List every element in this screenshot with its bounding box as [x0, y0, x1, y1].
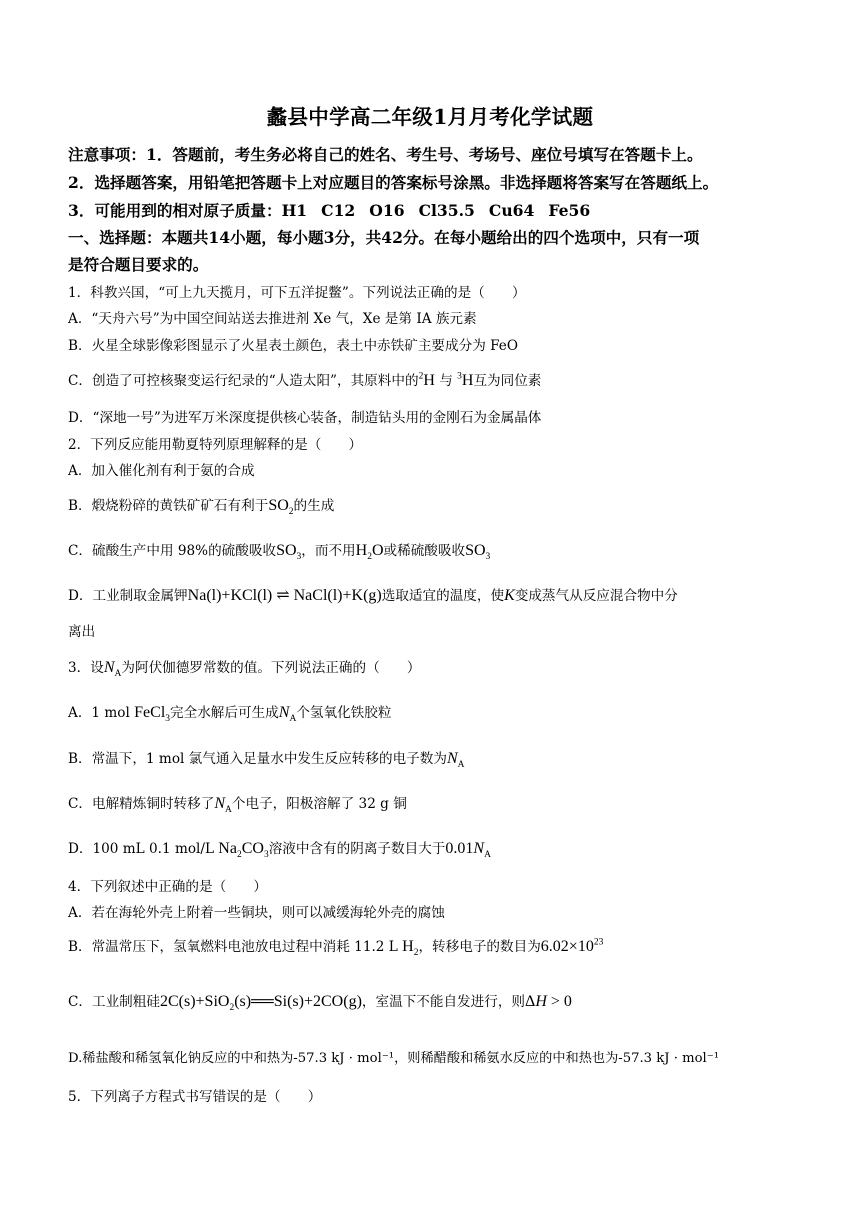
- avogadro-symbol: $N_A$: [214, 795, 232, 816]
- q2-stem: 2．下列反应能用勒夏特列原理解释的是（ ）: [68, 437, 363, 453]
- q4-option-d: D.稀盐酸和稀氢氧化钠反应的中和热为-57.3 kJ · mol⁻¹，则稀醋酸和稀氨水反应的中和热也为-57.3 kJ · mol⁻¹: [68, 1051, 720, 1066]
- symbol-k: K: [504, 587, 515, 604]
- notice-line-2: 2．选择题答案，用铅笔把答题卡上对应题目的答案标号涂黑。非选择题将答案写在答题纸上。: [68, 173, 719, 192]
- q1-stem: 1．科教兴国，“可上九天揽月，可下五洋捉鳖”。下列说法正确的是（ ）: [68, 285, 526, 301]
- q2-option-d-cont: 离出: [68, 624, 96, 640]
- atomic-mass-cu: Cu64: [488, 201, 535, 220]
- q1-option-b: B．火星全球影像彩图显示了火星表土颜色，表土中赤铁矿主要成分为 FeO: [68, 338, 518, 354]
- atomic-mass-cl: Cl35.5: [418, 201, 475, 220]
- atomic-mass-h: H1: [281, 201, 308, 220]
- formula-so3: $SO_3$: [276, 542, 302, 563]
- deuterium-symbol: $^2$H: [418, 371, 435, 389]
- avogadro-symbol: $N_A$: [446, 750, 465, 771]
- value-electrons: $6.02\times 10^{23}$: [540, 937, 604, 955]
- delta-h-condition: ΔH > 0: [525, 993, 572, 1010]
- formula-na2co3: $Na_2CO_3$: [218, 840, 269, 861]
- formula-fecl3: FeCl$_3$: [134, 704, 171, 725]
- q3-option-a: A．1 mol FeCl$_3$完全水解后可生成$N_A$个氢氧化铁胶粒: [68, 704, 392, 725]
- formula-h2o: $H_2O$: [355, 542, 384, 563]
- section-heading-1: 一、选择题：本题共14小题，每小题3分，共42分。在每小题给出的四个选项中，只有一项: [68, 228, 700, 247]
- q3-stem: 3．设$N_A$为阿伏伽德罗常数的值。下列说法正确的（ ）: [68, 659, 421, 680]
- tritium-symbol: $^3$H: [457, 371, 474, 389]
- q2-option-a: A．加入催化剂有利于氨的合成: [68, 463, 255, 479]
- section-heading-2: 是符合题目要求的。: [68, 255, 209, 274]
- formula-so3: $SO_3$: [465, 542, 491, 563]
- atomic-mass-c: C12: [321, 201, 356, 220]
- q5-stem: 5．下列离子方程式书写错误的是（ ）: [68, 1089, 322, 1105]
- q4-option-b: B．常温常压下，氢氧燃料电池放电过程中消耗 11.2 L $H_2$，转移电子的数目为$6.02\times 10^{23}$: [68, 937, 604, 959]
- q1-option-a: A．“天舟六号”为中国空间站送去推进剂 Xe 气，Xe 是第 IA 族元素: [68, 311, 477, 327]
- q2-option-c: C．硫酸生产中用 98%的硫酸吸收$SO_3$，而不用$H_2O$或稀硫酸吸收$SO_3$: [68, 542, 491, 563]
- atomic-mass-fe: Fe56: [548, 201, 591, 220]
- q2-option-d: D．工业制取金属钾Na(l)+KCl(l) ⇌ NaCl(l)+K(g)选取适宜的温度，使K变成蒸气从反应混合物中分: [68, 587, 678, 604]
- formula-h2: $H_2$: [402, 938, 419, 959]
- avogadro-symbol: $N_A$: [103, 659, 122, 680]
- page-title: 蠡县中学高二年级1月月考化学试题: [266, 105, 594, 129]
- value-0-01na: $0.01N_A$: [445, 840, 491, 861]
- notice-line-3: [68, 199, 590, 221]
- equation-silicon: 2C(s)+SiO$_2$(s)══Si(s)+2CO(g): [159, 993, 362, 1014]
- atomic-mass-o: O16: [369, 201, 405, 220]
- q3-option-b: B．常温下，1 mol 氯气通入足量水中发生反应转移的电子数为$N_A$: [68, 750, 465, 771]
- notice-line-3-prefix: 3．可能用到的相对原子质量：: [68, 201, 282, 220]
- q3-option-d: D．100 mL 0.1 mol/L $Na_2CO_3$溶液中含有的阴离子数目大于$0.01N_A$: [68, 840, 491, 861]
- q4-stem: 4．下列叙述中正确的是（ ）: [68, 879, 267, 895]
- q4-option-a: A．若在海轮外壳上附着一些铜块，则可以减缓海轮外壳的腐蚀: [68, 905, 445, 921]
- avogadro-symbol: $N_A$: [278, 704, 297, 725]
- q2-option-b: B．煅烧粉碎的黄铁矿矿石有利于$SO_2$的生成: [68, 497, 335, 518]
- q4-option-c: C．工业制粗硅2C(s)+SiO$_2$(s)══Si(s)+2CO(g)，室温下不能自发进行，则ΔH > 0: [68, 993, 572, 1014]
- q1-option-d: D．“深地一号”为进军万米深度提供核心装备，制造钻头用的金刚石为金属晶体: [68, 410, 542, 426]
- equation-potassium: Na(l)+KCl(l) ⇌ NaCl(l)+K(g): [187, 587, 382, 604]
- formula-so2: $SO_2$: [268, 497, 294, 518]
- q1-option-c: C．创造了可控核聚变运行纪录的“人造太阳”，其原料中的$^2$H 与 $^3$H互为同位素: [68, 371, 542, 389]
- q3-option-c: C．电解精炼铜时转移了$N_A$个电子，阳极溶解了 32 g 铜: [68, 795, 407, 816]
- notice-line-1: 注意事项：1．答题前，考生务必将自己的姓名、考生号、考场号、座位号填写在答题卡上。: [68, 145, 703, 164]
